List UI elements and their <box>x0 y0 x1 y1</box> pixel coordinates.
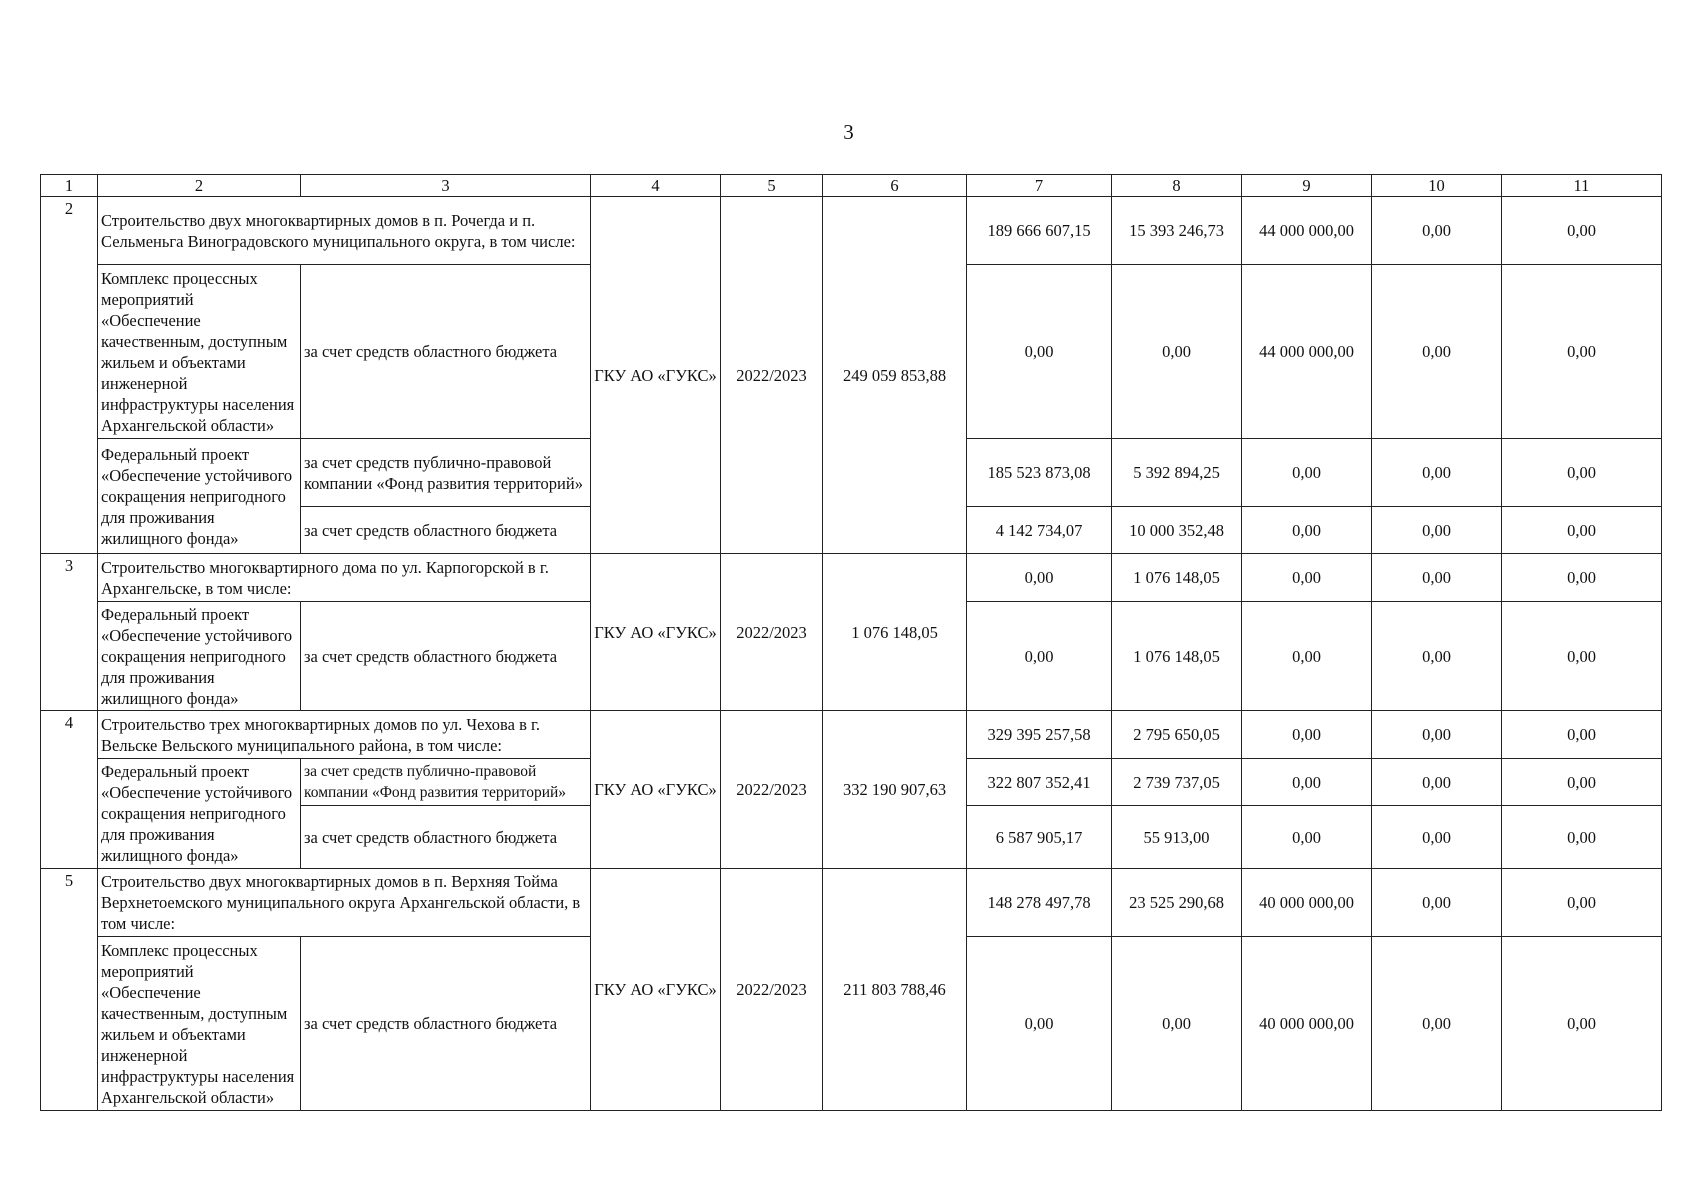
amount-cell: 0,00 <box>1242 602 1372 711</box>
executor-cell: ГКУ АО «ГУКС» <box>591 711 721 869</box>
cost-cell: 249 059 853,88 <box>823 197 967 554</box>
program-name: Федеральный проект «Обеспечение устойчивого сокращения непригодного для проживания жилищного фонда» <box>98 602 301 711</box>
table-row <box>41 554 1662 602</box>
amount-cell: 185 523 873,08 <box>967 439 1112 507</box>
amount-cell: 15 393 246,73 <box>1112 197 1242 265</box>
cost-cell: 1 076 148,05 <box>823 554 967 711</box>
amount-cell: 2 795 650,05 <box>1112 711 1242 759</box>
amount-cell: 0,00 <box>1372 869 1502 937</box>
amount-cell: 5 392 894,25 <box>1112 439 1242 507</box>
amount-cell: 23 525 290,68 <box>1112 869 1242 937</box>
amount-cell: 0,00 <box>1502 265 1662 439</box>
amount-cell: 0,00 <box>1502 439 1662 507</box>
cost-cell: 211 803 788,46 <box>823 869 967 1111</box>
amount-cell: 0,00 <box>1502 507 1662 554</box>
amount-cell: 0,00 <box>1502 711 1662 759</box>
table-row <box>41 869 1662 937</box>
amount-cell: 0,00 <box>967 265 1112 439</box>
amount-cell: 0,00 <box>1242 507 1372 554</box>
amount-cell: 0,00 <box>1502 937 1662 1111</box>
item-title: Строительство двух многоквартирных домов в п. Верхняя Тойма Верхнетоемского муниципального округа Архангельской области, в том числе: <box>98 869 591 937</box>
item-title: Строительство трех многоквартирных домов по ул. Чехова в г. Вельске Вельского муниципального района, в том числе: <box>98 711 591 759</box>
funding-source: за счет средств областного бюджета <box>301 937 591 1111</box>
program-name: Комплекс процессных мероприятий «Обеспечение качественным, доступным жильем и объектами инженерной инфраструктуры населения Архангельской области» <box>98 937 301 1111</box>
amount-cell: 1 076 148,05 <box>1112 554 1242 602</box>
item-number: 2 <box>41 197 98 554</box>
amount-cell: 2 739 737,05 <box>1112 759 1242 806</box>
header-cell: 2 <box>98 175 301 197</box>
amount-cell: 322 807 352,41 <box>967 759 1112 806</box>
header-cell: 8 <box>1112 175 1242 197</box>
years-cell: 2022/2023 <box>721 554 823 711</box>
page-number: 3 <box>843 120 854 144</box>
amount-cell: 55 913,00 <box>1112 806 1242 869</box>
item-title: Строительство двух многоквартирных домов в п. Рочегда и п. Сельменьга Виноградовского муниципального округа, в том числе: <box>98 197 591 265</box>
amount-cell: 0,00 <box>1372 439 1502 507</box>
amount-cell: 10 000 352,48 <box>1112 507 1242 554</box>
funding-source: за счет средств публично-правовой компании «Фонд развития территорий» <box>301 759 591 806</box>
program-name: Комплекс процессных мероприятий «Обеспечение качественным, доступным жильем и объектами инженерной инфраструктуры населения Архангельской области» <box>98 265 301 439</box>
amount-cell: 0,00 <box>1112 265 1242 439</box>
header-cell: 3 <box>301 175 591 197</box>
amount-cell: 44 000 000,00 <box>1242 265 1372 439</box>
amount-cell: 0,00 <box>1372 711 1502 759</box>
amount-cell: 40 000 000,00 <box>1242 937 1372 1111</box>
header-cell: 10 <box>1372 175 1502 197</box>
amount-cell: 0,00 <box>967 554 1112 602</box>
amount-cell: 0,00 <box>1242 806 1372 869</box>
amount-cell: 0,00 <box>1242 759 1372 806</box>
program-name: Федеральный проект «Обеспечение устойчивого сокращения непригодного для проживания жилищного фонда» <box>98 439 301 554</box>
years-cell: 2022/2023 <box>721 869 823 1111</box>
amount-cell: 6 587 905,17 <box>967 806 1112 869</box>
funding-source: за счет средств областного бюджета <box>301 265 591 439</box>
amount-cell: 0,00 <box>1372 806 1502 869</box>
executor-cell: ГКУ АО «ГУКС» <box>591 197 721 554</box>
amount-cell: 0,00 <box>1112 937 1242 1111</box>
amount-cell: 0,00 <box>1372 265 1502 439</box>
amount-cell: 0,00 <box>1372 197 1502 265</box>
cost-cell: 332 190 907,63 <box>823 711 967 869</box>
amount-cell: 4 142 734,07 <box>967 507 1112 554</box>
amount-cell: 0,00 <box>1502 554 1662 602</box>
amount-cell: 148 278 497,78 <box>967 869 1112 937</box>
header-cell: 7 <box>967 175 1112 197</box>
amount-cell: 0,00 <box>1372 759 1502 806</box>
table-row <box>41 711 1662 759</box>
amount-cell: 0,00 <box>1502 806 1662 869</box>
header-row <box>41 175 1662 197</box>
years-cell: 2022/2023 <box>721 711 823 869</box>
amount-cell: 0,00 <box>1242 439 1372 507</box>
financing-table <box>40 174 1662 1111</box>
amount-cell: 40 000 000,00 <box>1242 869 1372 937</box>
header-cell: 1 <box>41 175 98 197</box>
amount-cell: 0,00 <box>1502 759 1662 806</box>
table-row <box>41 197 1662 265</box>
funding-source: за счет средств областного бюджета <box>301 507 591 554</box>
amount-cell: 189 666 607,15 <box>967 197 1112 265</box>
amount-cell: 1 076 148,05 <box>1112 602 1242 711</box>
item-number: 3 <box>41 554 98 711</box>
amount-cell: 0,00 <box>1502 602 1662 711</box>
amount-cell: 0,00 <box>1372 937 1502 1111</box>
funding-source: за счет средств публично-правовой компании «Фонд развития территорий» <box>301 439 591 507</box>
funding-source: за счет средств областного бюджета <box>301 806 591 869</box>
amount-cell: 44 000 000,00 <box>1242 197 1372 265</box>
item-number: 4 <box>41 711 98 869</box>
header-cell: 4 <box>591 175 721 197</box>
item-number: 5 <box>41 869 98 1111</box>
amount-cell: 0,00 <box>1242 554 1372 602</box>
header-cell: 5 <box>721 175 823 197</box>
amount-cell: 0,00 <box>1502 869 1662 937</box>
amount-cell: 0,00 <box>1502 197 1662 265</box>
amount-cell: 0,00 <box>967 937 1112 1111</box>
item-title: Строительство многоквартирного дома по ул. Карпогорской в г. Архангельске, в том числе: <box>98 554 591 602</box>
years-cell: 2022/2023 <box>721 197 823 554</box>
amount-cell: 0,00 <box>1372 602 1502 711</box>
header-cell: 9 <box>1242 175 1372 197</box>
program-name: Федеральный проект «Обеспечение устойчивого сокращения непригодного для проживания жилищного фонда» <box>98 759 301 869</box>
amount-cell: 0,00 <box>1372 507 1502 554</box>
funding-source: за счет средств областного бюджета <box>301 602 591 711</box>
amount-cell: 0,00 <box>1372 554 1502 602</box>
amount-cell: 0,00 <box>1242 711 1372 759</box>
header-cell: 11 <box>1502 175 1662 197</box>
header-cell: 6 <box>823 175 967 197</box>
amount-cell: 0,00 <box>967 602 1112 711</box>
amount-cell: 329 395 257,58 <box>967 711 1112 759</box>
executor-cell: ГКУ АО «ГУКС» <box>591 554 721 711</box>
executor-cell: ГКУ АО «ГУКС» <box>591 869 721 1111</box>
